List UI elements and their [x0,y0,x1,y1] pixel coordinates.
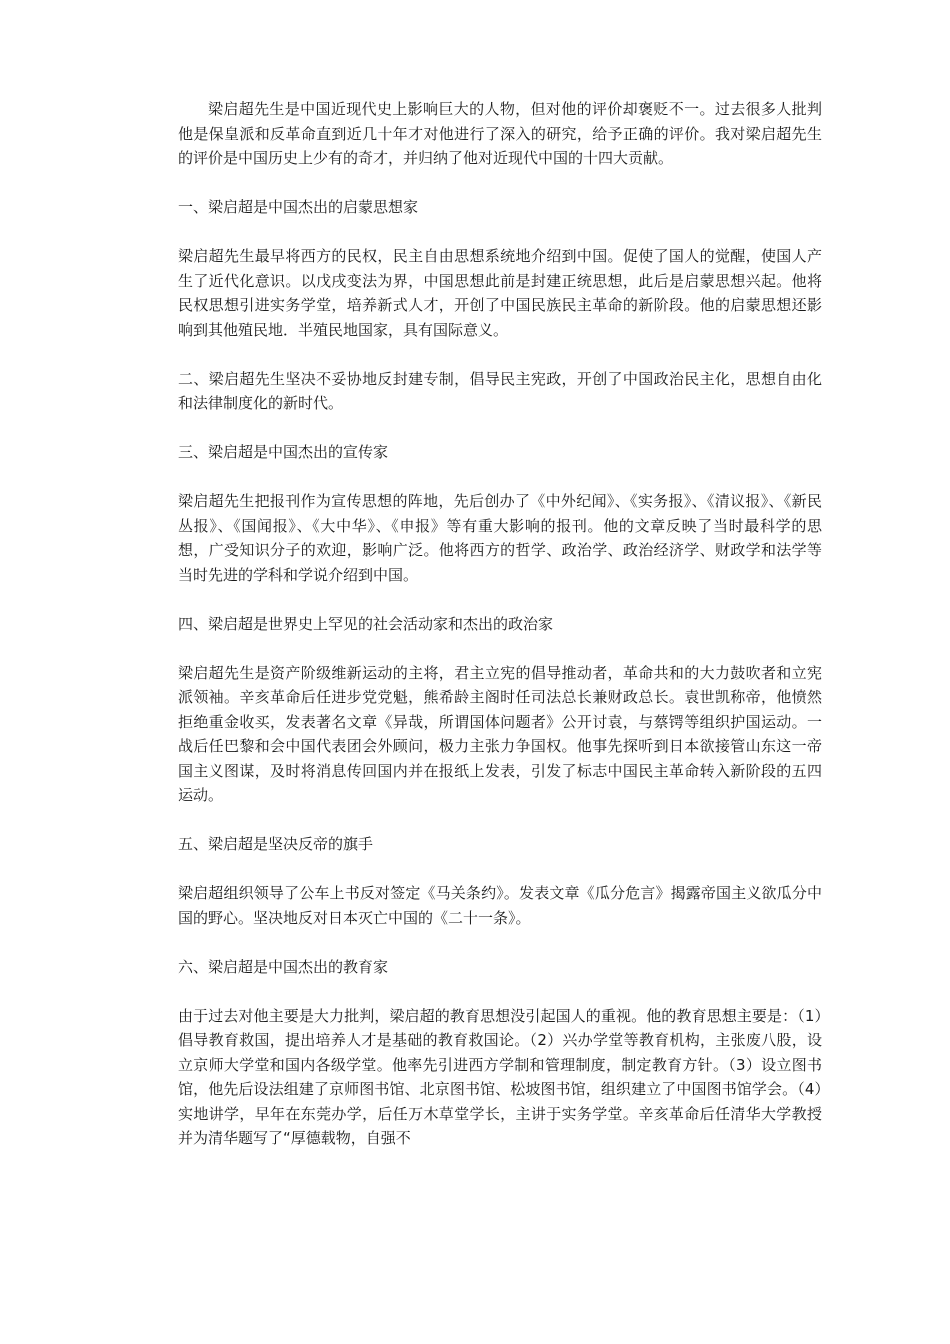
section-heading-4: 四、梁启超是世界史上罕见的社会活动家和杰出的政治家 [178,614,554,633]
section-heading-2: 二、梁启超先生坚决不妥协地反封建专制，倡导民主宪政，开创了中国政治民主化，思想自由化和法律制度化的新时代。 [178,369,822,412]
document-body [178,97,822,1175]
section-heading-5: 五、梁启超是坚决反帝的旗手 [178,835,374,853]
section-paragraph-4: 梁启超先生是资产阶级维新运动的主将，君主立宪的倡导推动者，革命共和的大力鼓吹者和立宪派领袖。辛亥革命后任进步党党魁，熊希龄主阁时任司法总长兼财政总长。袁世凯称帝，他愤然拒绝重金收买，发表著名文章《异哉，所谓国体问题者》公开讨袁，与蔡锷等组织护国运动。一战后任巴黎和会中国代表团会外顾问，极力主张力争国权。他事先探听到日本欲接管山东这一帝国主义图谋，及时将消息传回国内并在报纸上发表，引发了标志中国民主革命转入新阶段的五四运动。 [178,663,822,804]
section-paragraph-6: 由于过去对他主要是大力批判，梁启超的教育思想没引起国人的重视。他的教育思想主要是：（1）倡导教育救国，提出培养人才是基础的教育救国论。（2）兴办学堂等教育机构，主张废八股，设立京师大学堂和国内各级学堂。他率先引进西方学制和管理制度，制定教育方针。（3）设立图书馆，他先后设法组建了京师图书馆、北京图书馆、松坡图书馆，组织建立了中国图书馆学会。（4）实地讲学，早年在东莞办学，后任万木草堂学长，主讲于实务学堂。辛亥革命后任清华大学教授并为清华题写了“厚德载物，自强不 [178,1006,822,1147]
section-paragraph-1: 梁启超先生最早将西方的民权，民主自由思想系统地介绍到中国。促使了国人的觉醒，使国人产生了近代化意识。以戊戌变法为界，中国思想此前是封建正统思想，此后是启蒙思想兴起。他将民权思想引进实务学堂，培养新式人才，开创了中国民族民主革命的新阶段。他的启蒙思想还影响到其他殖民地．半殖民地国家，具有国际意义。 [178,247,822,339]
intro-paragraph: 梁启超先生是中国近现代史上影响巨大的人物，但对他的评价却褒贬不一。过去很多人批判他是保皇派和反革命直到近几十年才对他进行了深入的研究，给予正确的评价。我对梁启超先生的评价是中国历史上少有的奇才，并归纳了他对近现代中国的十四大贡献。 [178,100,822,167]
section-paragraph-3: 梁启超先生把报刊作为宣传思想的阵地，先后创办了《中外纪闻》、《实务报》、《清议报》、《新民丛报》、《国闻报》、《大中华》、《申报》等有重大影响的报刊。他的文章反映了当时最科学的思想，广受知识分子的欢迎，影响广泛。他将西方的哲学、政治学、政治经济学、财政学和法学等当时先进的学科和学说介绍到中国。 [178,492,822,584]
section-heading-1: 一、梁启超是中国杰出的启蒙思想家 [178,198,419,216]
section-heading-6: 六、梁启超是中国杰出的教育家 [178,957,389,976]
section-paragraph-5: 梁启超组织领导了公车上书反对签定《马关条约》。发表文章《瓜分危言》揭露帝国主义欲瓜分中国的野心。坚决地反对日本灭亡中国的《二十一条》。 [178,884,822,927]
section-heading-3: 三、梁启超是中国杰出的宣传家 [178,443,389,461]
